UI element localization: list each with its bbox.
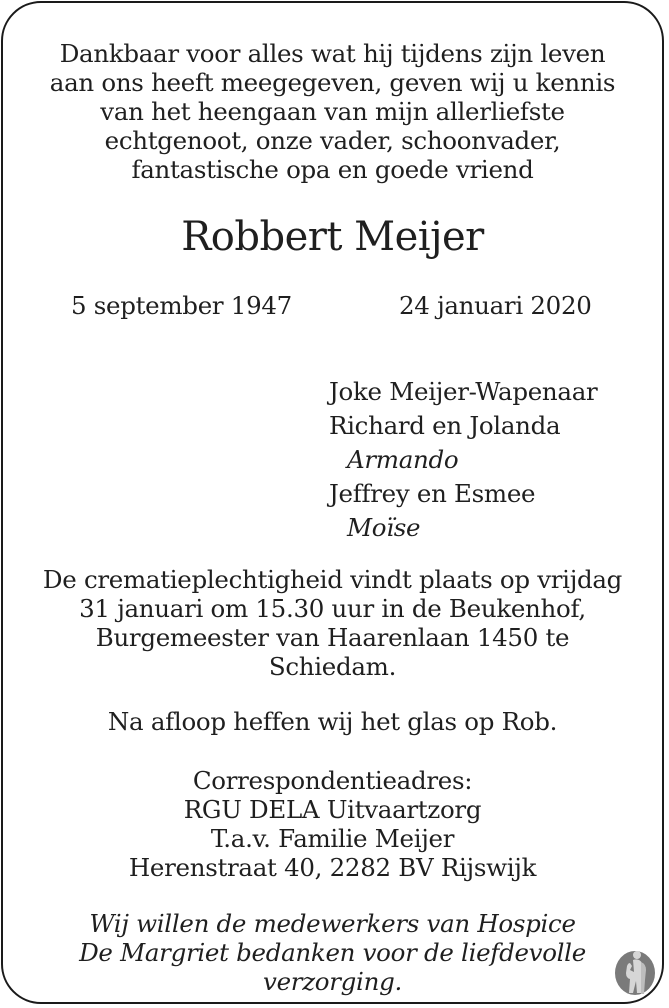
family-member: Joke Meijer-Wapenaar — [329, 377, 598, 406]
address-line: Correspondentieadres: — [192, 766, 473, 795]
toast-text: Na afloop heffen wij het glas op Rob. — [107, 707, 558, 736]
family-member: Jeffrey en Esmee — [329, 479, 536, 508]
embracing-figures-icon — [611, 948, 659, 996]
intro-line: echtgenoot, onze vader, schoonvader, — [104, 126, 561, 155]
thanks-text — [3, 909, 662, 996]
ceremony-line: Schiedam. — [268, 652, 397, 681]
address-line: T.a.v. Familie Meijer — [210, 824, 455, 853]
ceremony-text — [3, 565, 662, 681]
grandchild: Armando — [347, 445, 459, 474]
address-line: Herenstraat 40, 2282 BV Rijswijk — [128, 853, 537, 882]
deceased-name: Robbert Meijer — [181, 214, 484, 260]
family-member: Richard en Jolanda — [329, 411, 561, 440]
ceremony-line: De crematieplechtigheid vindt plaats op vrijdag — [42, 565, 623, 594]
thanks-line: Wij willen de medewerkers van Hospice — [89, 909, 576, 938]
intro-line: aan ons heeft meegegeven, geven wij u kennis — [49, 68, 616, 97]
thanks-line: De Margriet bedanken voor de liefdevolle — [79, 938, 586, 967]
grandchild: Moïse — [347, 513, 421, 542]
obituary-card — [1, 1, 664, 1004]
family-list — [329, 375, 597, 545]
intro-text — [3, 39, 662, 184]
thanks-line: verzorging. — [263, 967, 402, 996]
birth-date: 5 september 1947 — [71, 291, 292, 320]
intro-line: fantastische opa en goede vriend — [131, 155, 534, 184]
address-line: RGU DELA Uitvaartzorg — [183, 795, 482, 824]
ceremony-line: Burgemeester van Haarenlaan 1450 te — [95, 623, 570, 652]
intro-line: Dankbaar voor alles wat hij tijdens zijn leven — [59, 39, 606, 68]
correspondence-address — [3, 766, 662, 882]
death-date: 24 januari 2020 — [399, 291, 592, 320]
ceremony-line: 31 januari om 15.30 uur in de Beukenhof, — [79, 594, 586, 623]
intro-line: van het heengaan van mijn allerliefste — [100, 97, 565, 126]
